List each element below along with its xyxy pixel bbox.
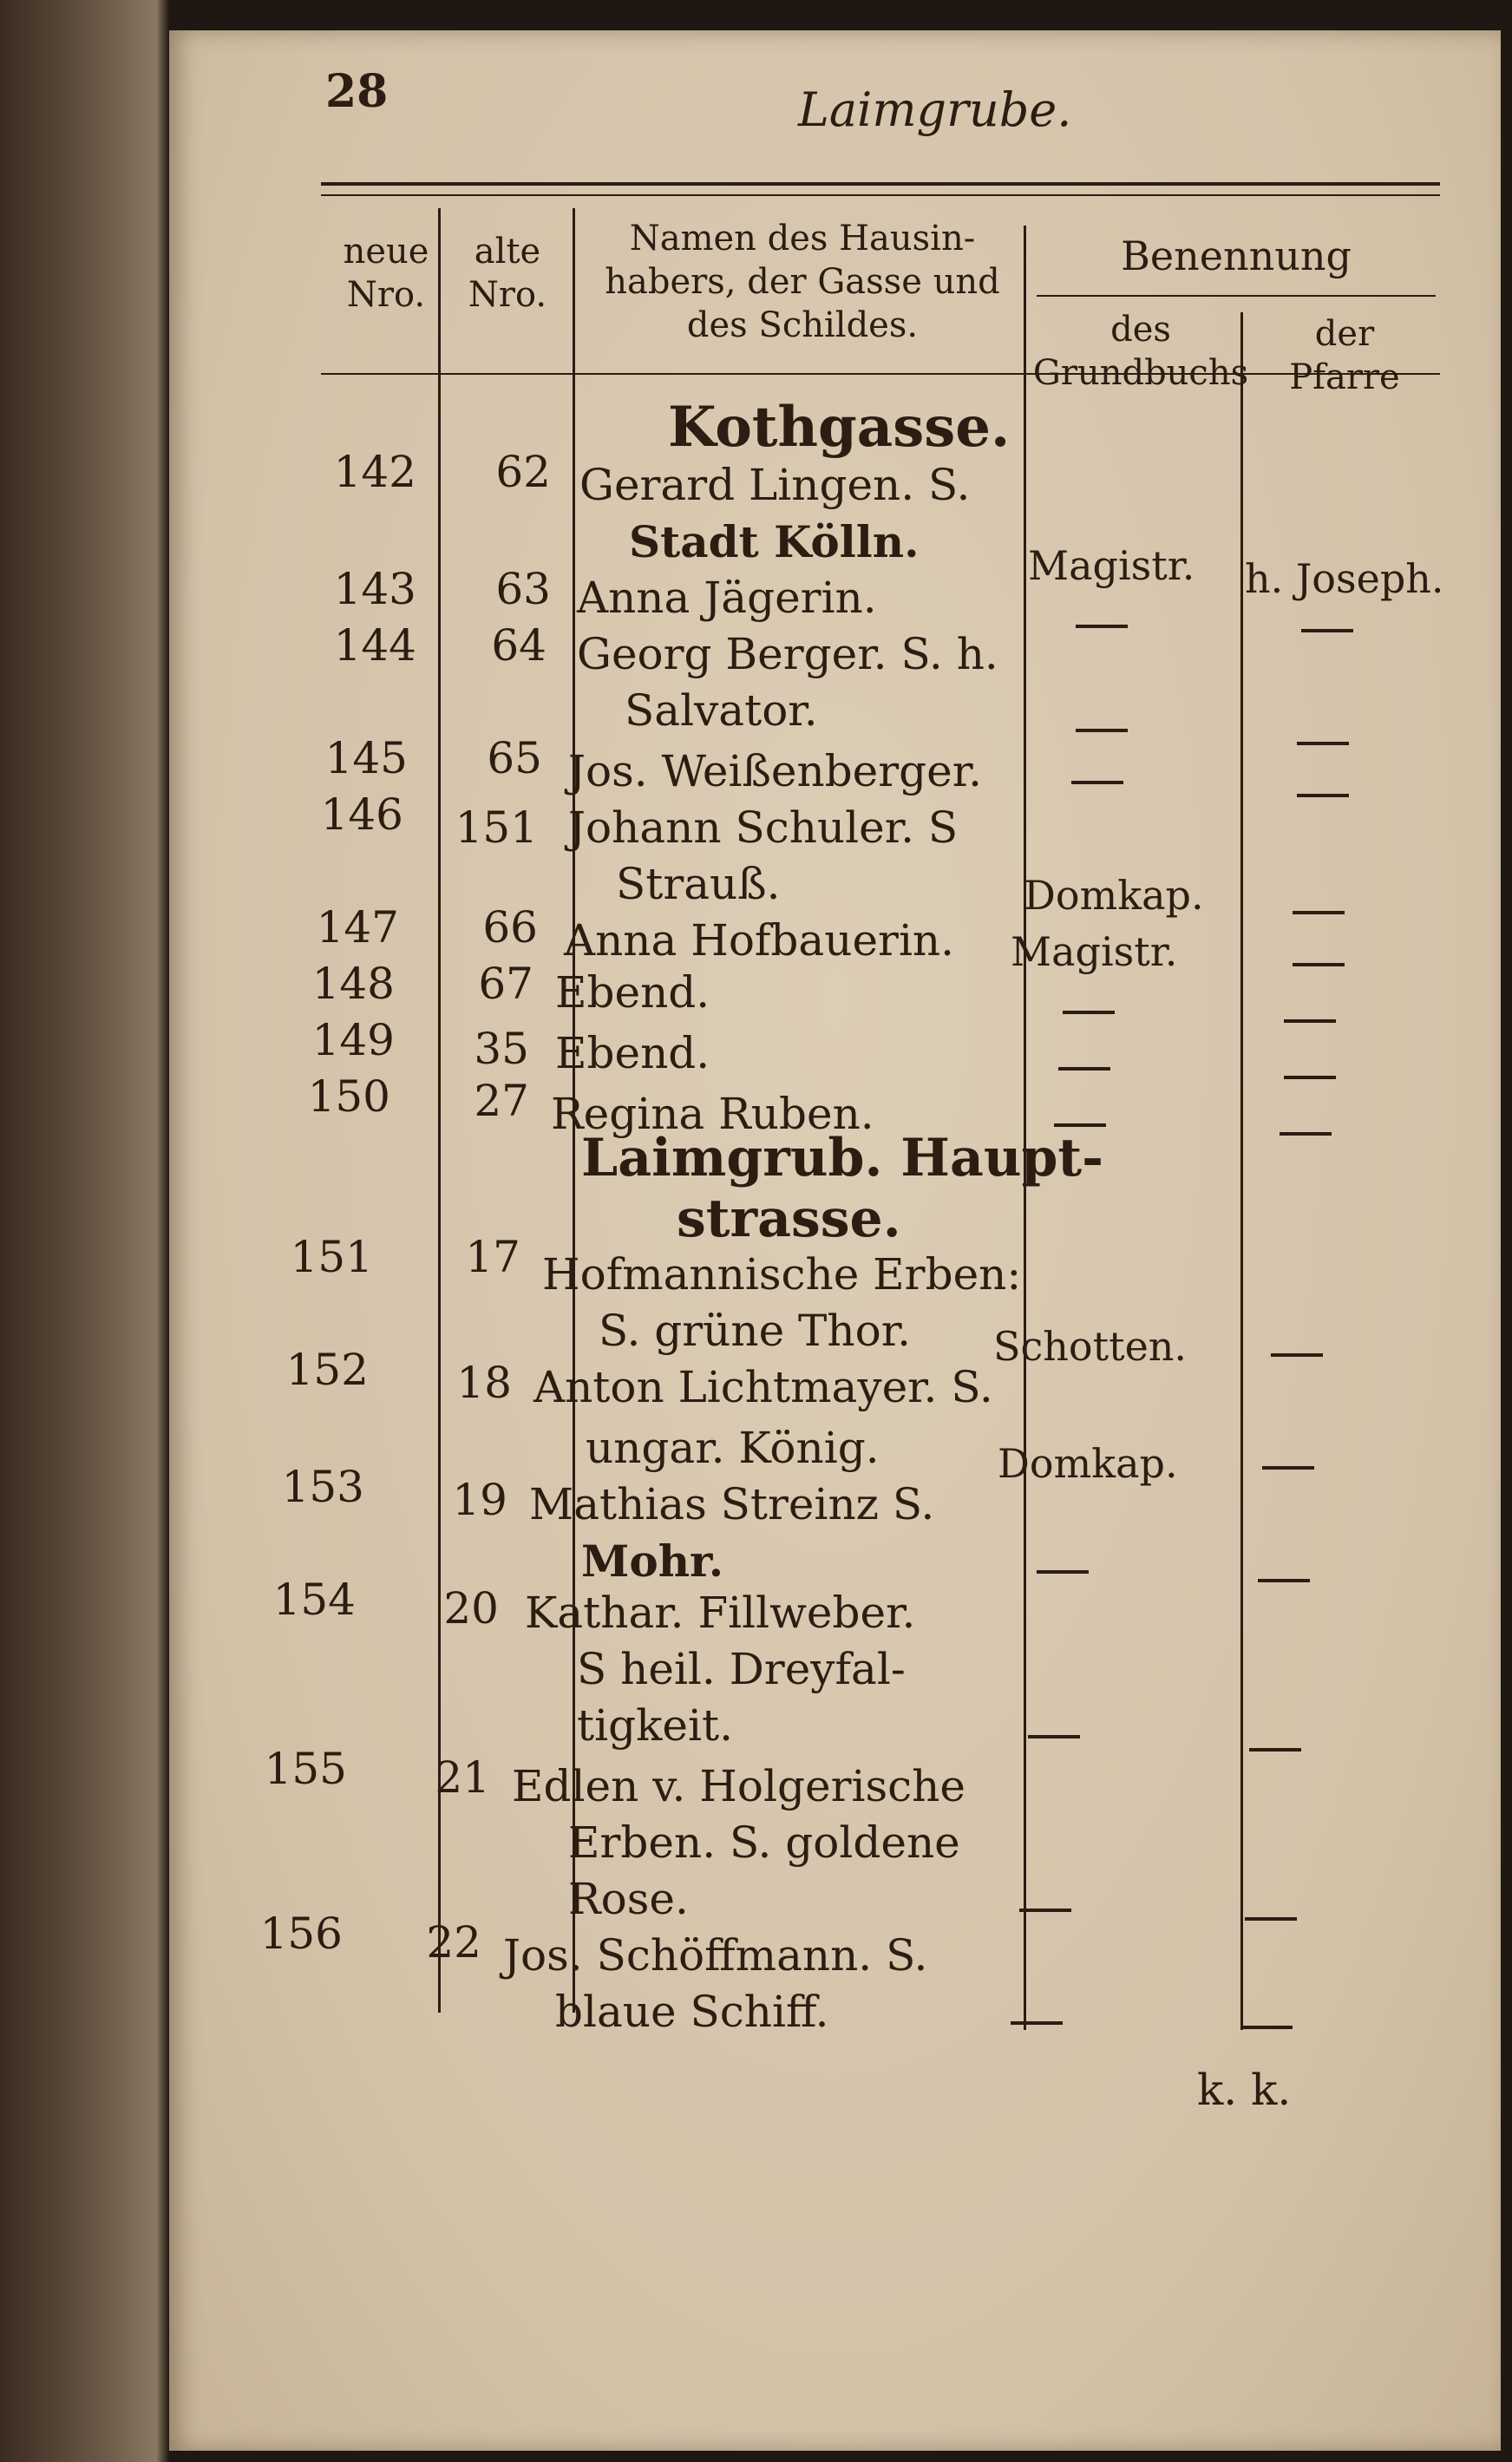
- row-new-no: 156: [259, 1909, 343, 1959]
- row-old-no: 66: [482, 902, 538, 953]
- ditto-dash: [1019, 1909, 1071, 1912]
- header-rule-top: [321, 182, 1440, 186]
- row-owner-line: Johann Schuler. S: [568, 802, 959, 853]
- benennung-rule: [1037, 295, 1436, 297]
- ditto-dash: [1076, 729, 1128, 732]
- row-new-no: 146: [320, 789, 403, 840]
- header-old-no: alte Nro.: [468, 232, 547, 315]
- footer-catchword: k. k.: [1197, 2065, 1292, 2115]
- ditto-dash: [1011, 2021, 1063, 2025]
- row-owner-line: Stadt Kölln.: [629, 516, 920, 567]
- row-owner-line: Georg Berger. S. h.: [577, 629, 998, 679]
- row-owner-line: tigkeit.: [577, 1700, 733, 1751]
- ditto-dash: [1037, 1570, 1089, 1574]
- ditto-dash: [1258, 1579, 1310, 1582]
- street-heading-kothgasse: Kothgasse.: [668, 395, 1011, 460]
- row-owner-line: Hofmannische Erben:: [542, 1249, 1022, 1300]
- col-divider-4: [1240, 312, 1243, 2030]
- row-owner-line: Salvator.: [625, 685, 818, 736]
- row-owner-line: Jos. Weißenberger.: [568, 746, 983, 796]
- row-new-no: 145: [324, 733, 408, 783]
- row-owner-line: Ebend.: [555, 967, 710, 1018]
- row-new-no: 154: [272, 1575, 356, 1625]
- ditto-dash: [1293, 963, 1345, 966]
- header-benennung: Benennung: [1121, 232, 1352, 279]
- row-owner-line: Anna Jägerin.: [577, 573, 877, 623]
- header-new-no: neue Nro.: [343, 232, 429, 315]
- grundbuch-entry: Schotten.: [993, 1323, 1188, 1370]
- row-old-no: 22: [426, 1917, 481, 1968]
- row-new-no: 152: [285, 1345, 369, 1395]
- row-owner-line: blaue Schiff.: [555, 1987, 829, 2037]
- row-old-no: 17: [465, 1232, 520, 1282]
- street-heading-laimgrub-2: strasse.: [677, 1188, 901, 1249]
- row-old-no: 67: [478, 959, 533, 1009]
- grundbuch-entry: Domkap.: [1024, 872, 1204, 919]
- row-owner-line: Anton Lichtmayer. S.: [533, 1362, 993, 1412]
- ditto-dash: [1284, 1076, 1336, 1079]
- row-owner-line: Mathias Streinz S.: [529, 1479, 935, 1529]
- ditto-dash: [1058, 1067, 1110, 1071]
- row-owner-line: Edlen v. Holgerische: [512, 1761, 965, 1811]
- row-owner-line: Strauß.: [616, 859, 781, 909]
- ditto-dash: [1076, 625, 1128, 628]
- ditto-dash: [1249, 1748, 1301, 1752]
- ditto-dash: [1245, 1917, 1297, 1921]
- row-old-no: 65: [487, 733, 542, 783]
- row-owner-line: Anna Hofbauerin.: [564, 915, 955, 966]
- pfarre-entry: h. Joseph.: [1245, 555, 1444, 602]
- row-new-no: 147: [316, 902, 399, 953]
- grundbuch-entry: Magistr.: [1028, 542, 1195, 589]
- row-old-no: 19: [452, 1475, 507, 1525]
- ditto-dash: [1028, 1735, 1080, 1738]
- row-old-no: 62: [495, 447, 551, 497]
- ditto-dash: [1280, 1132, 1332, 1136]
- ditto-dash: [1054, 1123, 1106, 1127]
- row-owner-line: Gerard Lingen. S.: [579, 460, 971, 510]
- row-new-no: 148: [311, 959, 395, 1009]
- row-new-no: 143: [333, 564, 416, 614]
- row-owner-line: Rose.: [568, 1874, 689, 1924]
- row-new-no: 149: [311, 1015, 395, 1065]
- ditto-dash: [1301, 629, 1353, 632]
- row-owner-line: Mohr.: [581, 1535, 724, 1587]
- grundbuch-entry: Domkap.: [998, 1440, 1178, 1487]
- row-old-no: 35: [474, 1024, 529, 1074]
- header-pfarre: der Pfarre: [1289, 314, 1400, 397]
- ditto-dash: [1063, 1011, 1115, 1014]
- row-old-no: 21: [435, 1752, 490, 1803]
- row-owner-line: Jos. Schöffmann. S.: [503, 1930, 928, 1981]
- header-owner: Namen des Hausin- habers, der Gasse und des Schildes.: [605, 219, 1000, 345]
- ditto-dash: [1262, 1466, 1314, 1470]
- ditto-dash: [1071, 781, 1123, 784]
- row-new-no: 151: [290, 1232, 373, 1282]
- ditto-dash: [1293, 911, 1345, 914]
- row-old-no: 27: [474, 1076, 529, 1126]
- row-new-no: 150: [307, 1071, 390, 1122]
- row-old-no: 18: [456, 1358, 512, 1408]
- page-number: 28: [325, 65, 389, 118]
- ditto-dash: [1297, 794, 1349, 797]
- row-new-no: 142: [333, 447, 416, 497]
- header-rule-top-2: [321, 194, 1440, 196]
- row-new-no: 155: [264, 1744, 347, 1794]
- ditto-dash: [1240, 2026, 1293, 2029]
- row-owner-line: Regina Ruben.: [551, 1089, 874, 1139]
- row-old-no: 151: [455, 802, 538, 853]
- row-owner-line: S heil. Dreyfal-: [577, 1644, 906, 1694]
- ditto-dash: [1297, 742, 1349, 745]
- row-owner-line: S. grüne Thor.: [599, 1306, 912, 1356]
- ditto-dash: [1271, 1353, 1323, 1357]
- row-old-no: 63: [495, 564, 551, 614]
- row-old-no: 64: [491, 620, 547, 671]
- running-title: Laimgrube.: [798, 82, 1072, 137]
- ditto-dash: [1284, 1019, 1336, 1023]
- row-new-no: 144: [333, 620, 416, 671]
- row-owner-line: Kathar. Fillweber.: [525, 1588, 916, 1638]
- row-owner-line: Erben. S. goldene: [568, 1817, 960, 1868]
- row-owner-line: Ebend.: [555, 1028, 710, 1078]
- row-old-no: 20: [443, 1583, 499, 1634]
- grundbuch-entry: Magistr.: [1011, 928, 1178, 975]
- row-owner-line: ungar. König.: [586, 1423, 880, 1473]
- header-grundbuch: des Grundbuchs: [1032, 310, 1249, 393]
- street-heading-laimgrub-1: Laimgrub. Haupt-: [581, 1128, 1104, 1188]
- row-new-no: 153: [281, 1462, 364, 1512]
